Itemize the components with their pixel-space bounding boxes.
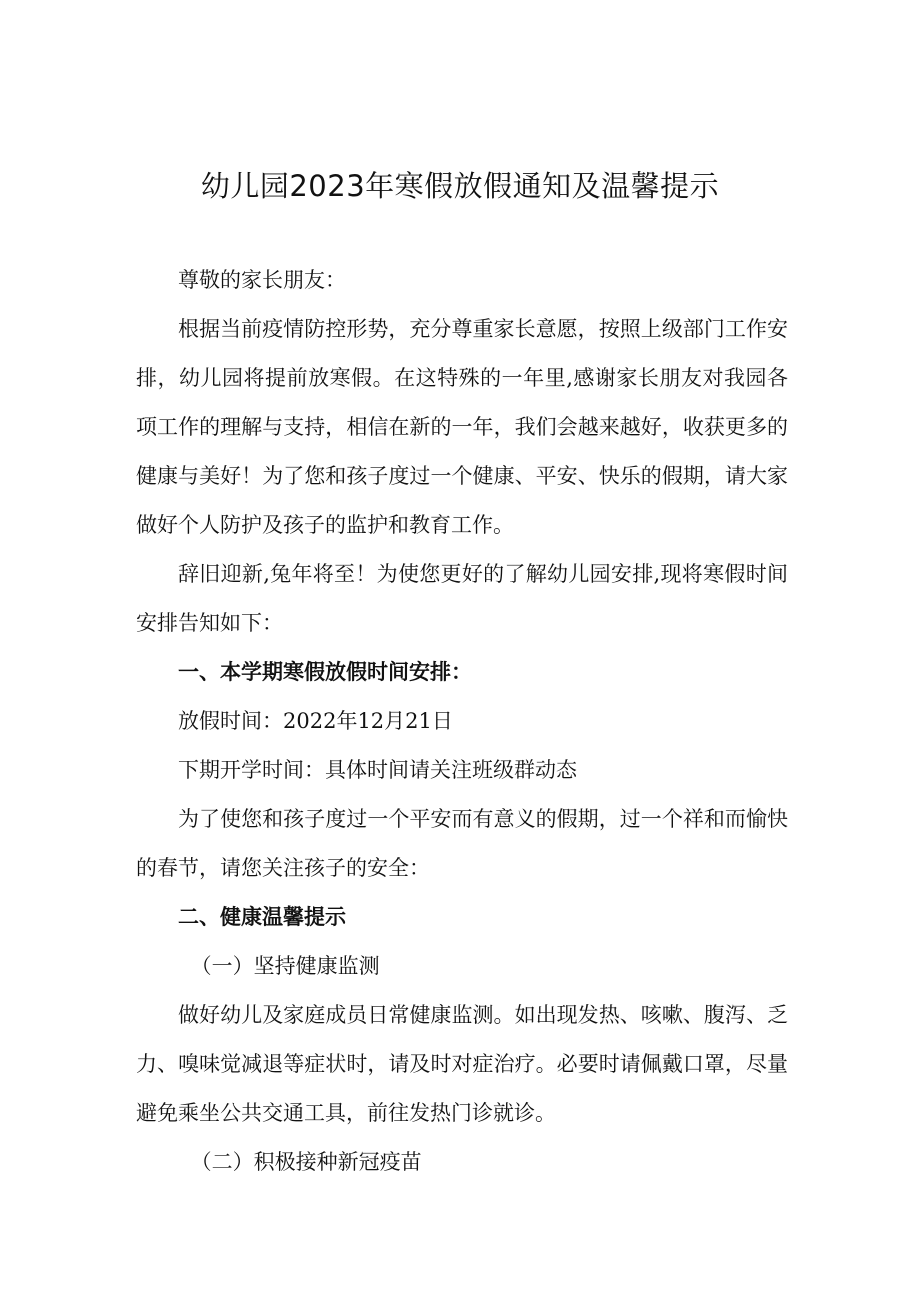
greeting: 尊敬的家长朋友： [178, 268, 346, 292]
intro-paragraph: 根据当前疫情防控形势，充分尊重家长意愿，按照上级部门工作安排，幼儿园将提前放寒假。在这特殊的一年里,感谢家长朋友对我园各项工作的理解与支持，相信在新的一年，我们会越来越好，收获更多的健康与美好！为了您和孩子度过一个健康、平安、快乐的假期，请大家做好个人防护及孩子的监护和教育工作。 [136, 317, 788, 537]
schedule-intro-paragraph: 辞旧迎新,兔年将至！为使您更好的了解幼儿园安排,现将寒假时间安排告知如下： [136, 562, 788, 635]
subheading-vaccination: （二）积极接种新冠疫苗 [190, 1150, 422, 1174]
section-heading-holiday-schedule: 一、本学期寒假放假时间安排： [178, 660, 472, 684]
document-title: 幼儿园2023年寒假放假通知及温馨提示 [200, 169, 720, 203]
document-body [136, 256, 788, 1187]
health-monitoring-paragraph: 做好幼儿及家庭成员日常健康监测。如出现发热、咳嗽、腹泻、乏力、嗅味觉减退等症状时，请及时对症治疗。必要时请佩戴口罩，尽量避免乘坐公共交通工具，前往发热门诊就诊。 [136, 1003, 788, 1125]
subheading-health-monitoring: （一）坚持健康监测 [190, 954, 380, 978]
holiday-time: 放假时间：2022年12月21日 [178, 709, 453, 733]
section-heading-health-tips: 二、健康温馨提示 [178, 905, 346, 929]
next-term-time: 下期开学时间：具体时间请关注班级群动态 [178, 758, 577, 782]
safety-paragraph: 为了使您和孩子度过一个平安而有意义的假期，过一个祥和而愉快的春节，请您关注孩子的安全： [136, 807, 788, 880]
